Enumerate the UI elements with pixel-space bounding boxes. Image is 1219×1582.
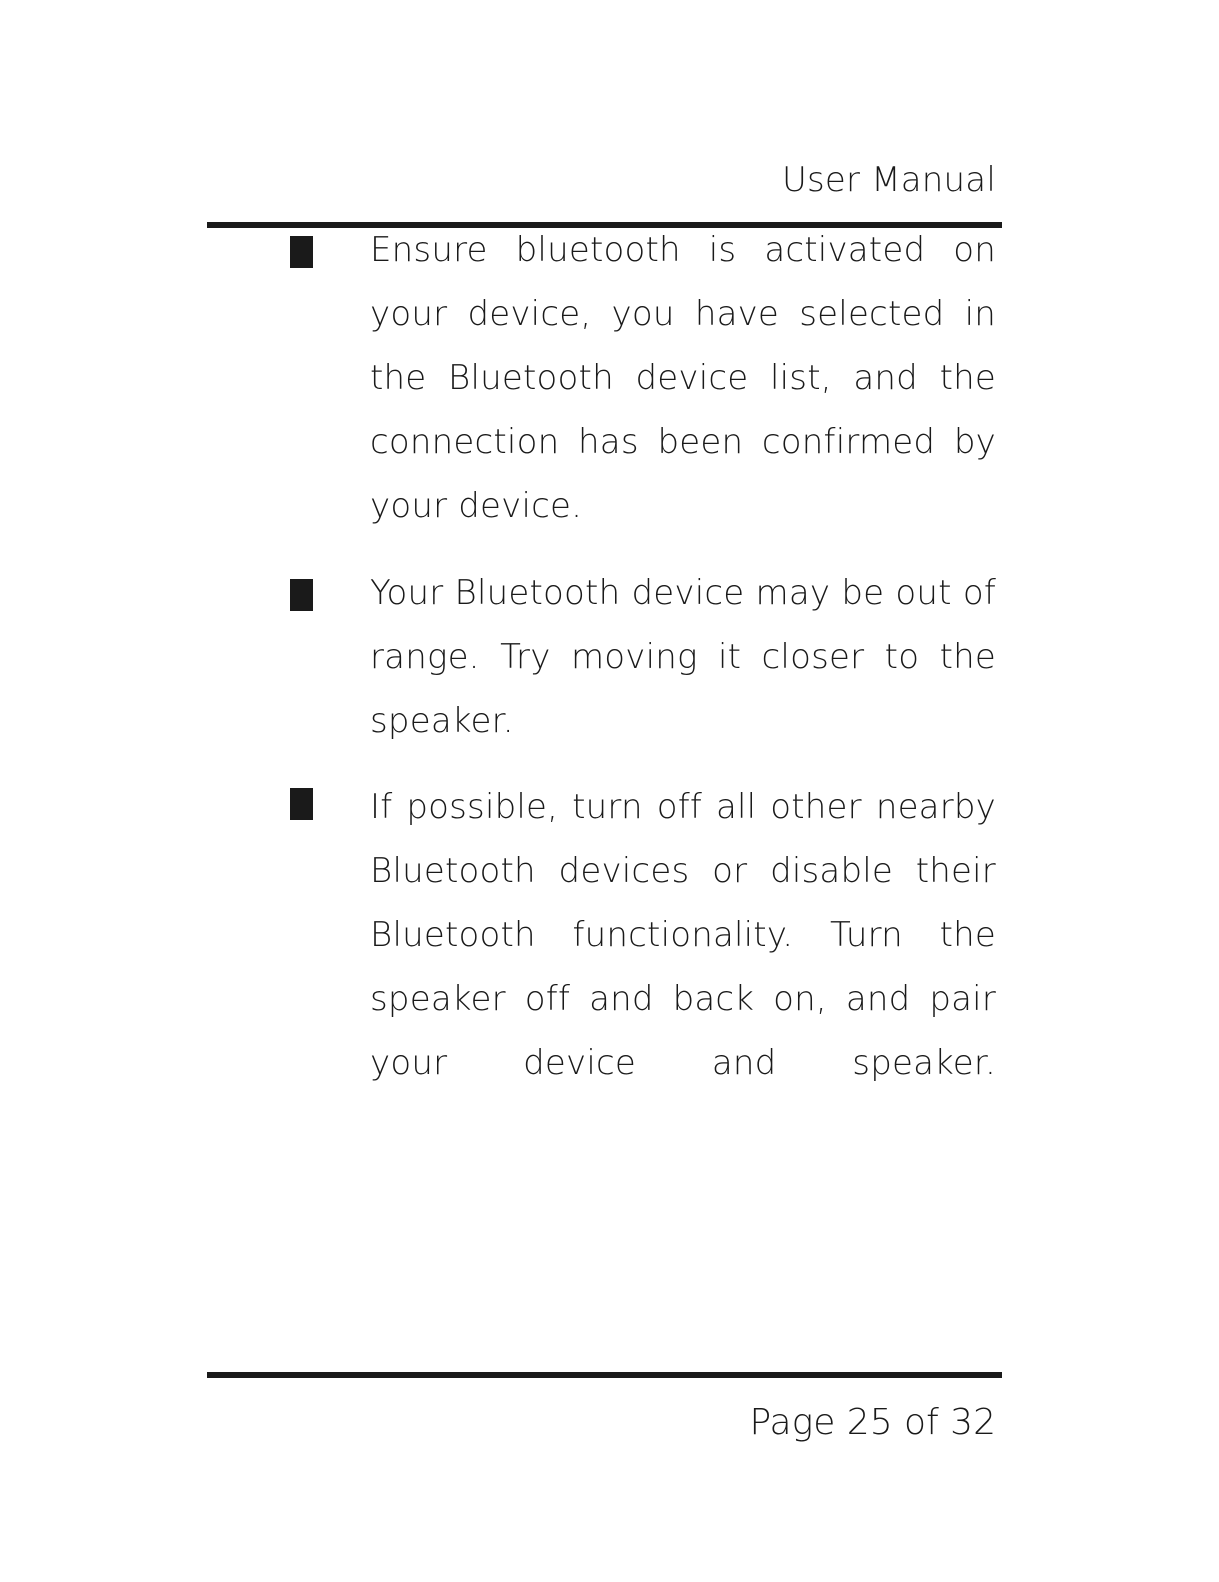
list-item-text: Your Bluetooth device may be out of range. Try moving it closer to the speaker. bbox=[370, 573, 996, 741]
footer-divider bbox=[207, 1372, 1002, 1378]
header-title: User Manual bbox=[781, 160, 996, 200]
list-item-text: Ensure bluetooth is activated on your device, you have selected in the Bluetooth device list, and the connection has been confirmed by your device. bbox=[370, 230, 996, 526]
square-bullet-icon bbox=[290, 236, 313, 268]
list-item bbox=[290, 218, 996, 538]
list-item bbox=[290, 561, 996, 753]
list-item-text: If possible, turn off all other nearby Bluetooth devices or disable their Bluetooth functionality. Turn the speaker off and back on, and pair your device and speaker. bbox=[370, 787, 996, 1083]
list-item bbox=[290, 775, 996, 1095]
square-bullet-icon bbox=[290, 788, 313, 820]
page-number: Page 25 of 32 bbox=[749, 1402, 996, 1443]
square-bullet-icon bbox=[290, 579, 313, 611]
